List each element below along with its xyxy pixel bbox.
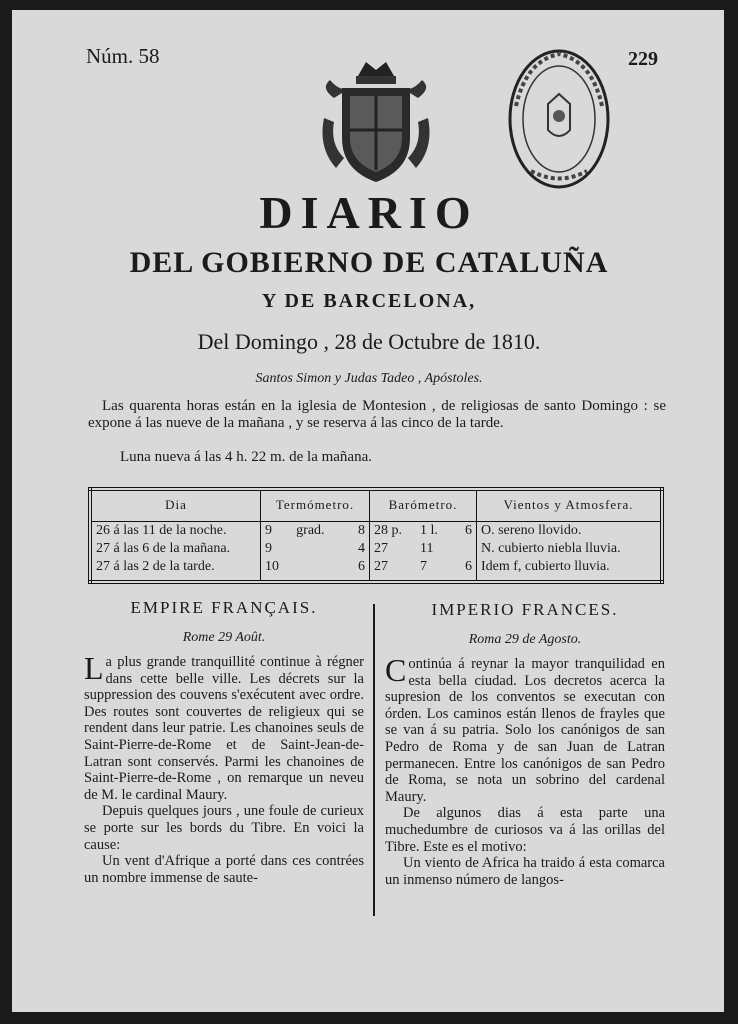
devotion-notice: Las quarenta horas están en la iglesia de Montesion , de religiosas de santo Domingo : se expone á las nueve de la mañana , y se reserva á las cinco de la tarde.: [88, 398, 666, 431]
right-paragraph-1: ontinúa á reynar la mayor tranquilidad en esta bella ciudad. Los decretos acerca la supresion de los conventos se executan con órden. Los caminos están llenos de frayles que se van á su patria. Solo los canónigos de san Pedro de Roma y de san Juan de Latran permanecen. Entre los canónigos de san Pedro de Roma, se nota un sobrino del cardenal Maury.: [385, 656, 665, 805]
left-paragraph-1: a plus grande tranquillité continue à régner dans cette belle ville. Les décrets sur la suppression des couvens s'exécutent avec ordre. Des routes sont couvertes de religieux qui se rendent dans leur patrie. Les chanoines seuls de Saint-Pierre-de-Rome et de Saint-Jean-de-Latran sont conservés. Parmi les chanoines de Saint-Pierre-de-Rome , on remarque un neveu de M. le cardinal Maury.: [84, 654, 364, 803]
saints-of-day: Santos Simon y Judas Tadeo , Apóstoles.: [255, 371, 483, 386]
left-paragraph-2: Depuis quelques jours , une foule de curieux se porte sur les bords du Tibre. En voici la cause:: [84, 803, 364, 853]
cell-temp-unit: grad.: [296, 523, 325, 538]
cell-temp-unit: [292, 540, 346, 558]
issue-date: Del Domingo , 28 de Octubre de 1810.: [197, 329, 541, 354]
left-paragraph-3: Un vent d'Afrique a porté dans ces contrées un nombre immense de saute-: [84, 853, 364, 886]
cell-temp-unit: [292, 558, 346, 582]
left-column-place: Rome 29 Août.: [182, 630, 266, 645]
cell-dia: 27 á las 2 de la tarde.: [90, 558, 261, 582]
cell-temp-frac: 6: [346, 558, 369, 582]
cell-baro-frac: [456, 540, 477, 558]
table-row: [90, 540, 662, 558]
cell-baro-lines: 1 l.: [420, 523, 438, 538]
newspaper-subtitle-city: Y DE BARCELONA,: [261, 290, 477, 312]
left-column-heading: EMPIRE FRANÇAIS.: [130, 598, 318, 617]
library-stamp-icon: [506, 46, 612, 192]
cell-baro: 27: [374, 541, 388, 556]
cell-temp: 9: [265, 541, 272, 556]
cell-baro-frac: 6: [456, 558, 477, 582]
right-paragraph-2: De algunos dias á esta parte una muchedumbre de curiosos va á las orillas del Tibre. Este es el motivo:: [385, 805, 665, 855]
cell-viento: O. sereno llovido.: [481, 523, 582, 538]
right-column-body: [385, 652, 665, 888]
page-number: 229: [628, 48, 658, 70]
cell-baro: 27: [374, 559, 388, 574]
col-header-barometro: Barómetro.: [370, 489, 477, 522]
cell-temp: 10: [265, 559, 279, 574]
left-column-french: [84, 598, 364, 886]
table-row: [90, 558, 662, 582]
cell-temp: 9: [265, 523, 272, 538]
cell-baro-lines: 7: [420, 559, 427, 574]
cell-dia: 26 á las 11 de la noche.: [90, 522, 261, 541]
left-dropcap: L: [84, 650, 104, 686]
royal-coat-of-arms-icon: [316, 58, 436, 186]
cell-temp-frac: 4: [346, 540, 369, 558]
cell-viento: Idem f, cubierto lluvia.: [481, 559, 610, 574]
right-dropcap: C: [385, 652, 407, 688]
moon-phase: Luna nueva á las 4 h. 22 m. de la mañana.: [120, 449, 372, 465]
right-column-spanish: [385, 600, 665, 888]
left-column-body: [84, 650, 364, 886]
weather-table: [88, 487, 664, 584]
cell-temp-frac: 8: [346, 522, 369, 541]
column-divider: [373, 604, 375, 916]
cell-baro-frac: 6: [456, 522, 477, 541]
issue-number: Núm. 58: [86, 44, 160, 68]
right-column-place: Roma 29 de Agosto.: [468, 632, 582, 647]
newspaper-subtitle: DEL GOBIERNO DE CATALUÑA: [129, 246, 609, 279]
col-header-dia: Dia: [90, 489, 261, 522]
table-row: [90, 522, 662, 541]
cell-dia: 27 á las 6 de la mañana.: [90, 540, 261, 558]
right-paragraph-3: Un viento de Africa ha traido á esta comarca un inmenso número de langos-: [385, 855, 665, 888]
col-header-vientos: Vientos y Atmosfera.: [477, 489, 663, 522]
newspaper-title: DIARIO: [259, 187, 479, 238]
col-header-termometro: Termómetro.: [261, 489, 370, 522]
cell-baro-lines: 11: [420, 541, 434, 556]
cell-baro: 28 p.: [374, 523, 402, 538]
cell-viento: N. cubierto niebla lluvia.: [481, 541, 621, 556]
right-column-heading: IMPERIO FRANCES.: [431, 600, 619, 619]
